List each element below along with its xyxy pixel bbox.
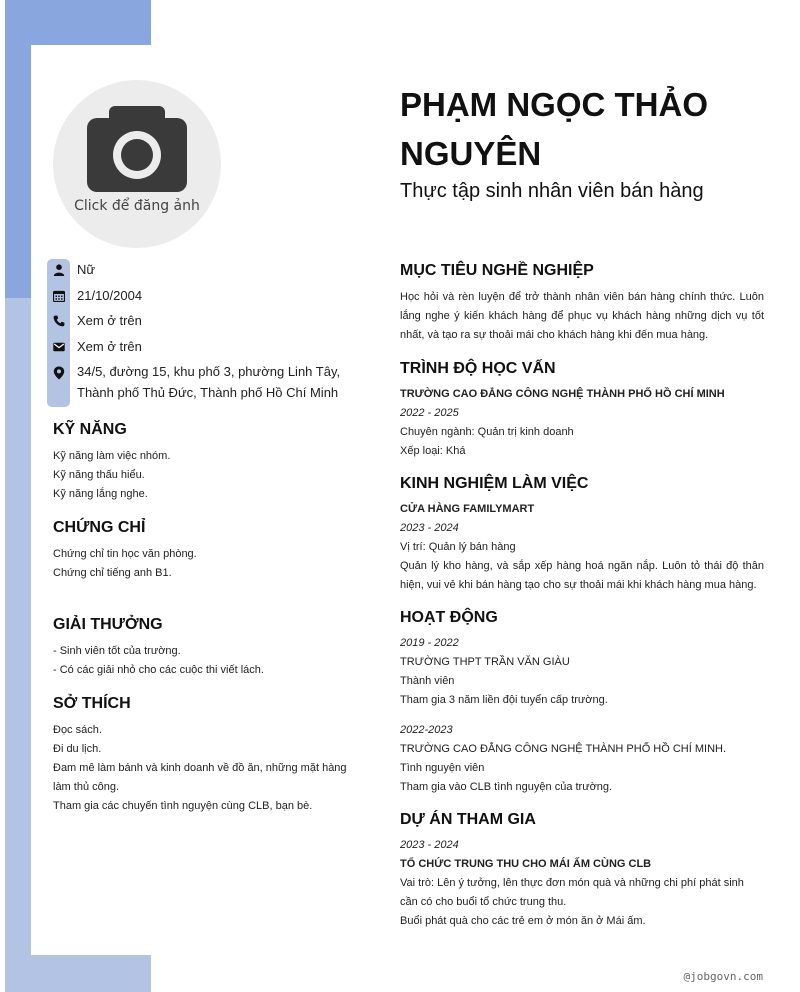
activity-role: Thành viên [400,675,455,687]
education-school: TRƯỜNG CAO ĐẲNG CÔNG NGHỆ THÀNH PHỐ HỒ CHÍ MINH [400,388,725,400]
experience-company: CỬA HÀNG FAMILYMART [400,503,535,515]
skills-list [53,447,358,504]
decor-bar-side [5,298,31,992]
experience-block [400,500,764,595]
skills-heading: KỸ NĂNG [53,421,127,438]
list-item: Đi du lịch. [53,743,102,755]
awards-heading: GIẢI THƯỞNG [53,616,163,633]
hobbies-list [53,721,358,816]
project-name: TỔ CHỨC TRUNG THU CHO MÁI ẤM CÙNG CLB [400,858,652,870]
activity-item [400,721,764,797]
person-icon [53,264,65,276]
objective-heading: MỤC TIÊU NGHỀ NGHIỆP [400,262,594,279]
contact-birthday: 21/10/2004 [77,288,143,303]
projects-heading: DỰ ÁN THAM GIA [400,811,536,828]
list-item: Chứng chỉ tin học văn phòng. [53,548,197,560]
watermark: @jobgovn.com [683,970,763,983]
project-desc: Buổi phát quà cho các trẻ em ở món ăn ở Mái ấm. [400,915,646,927]
education-major: Chuyên ngành: Quản trị kinh doanh [400,426,574,438]
photo-label: Click để đăng ảnh [74,198,200,214]
activity-org: TRƯỜNG CAO ĐẲNG CÔNG NGHỆ THÀNH PHỐ HỒ CHÍ MINH. [400,743,727,755]
education-rank: Xếp loại: Khá [400,445,466,457]
activity-role: Tình nguyện viên [400,762,485,774]
experience-period: 2023 - 2024 [400,522,459,534]
education-period: 2022 - 2025 [400,407,459,419]
activity-org: TRƯỜNG THPT TRẦN VĂN GIÀU [400,656,570,668]
list-item: Đam mê làm bánh và kinh doanh về đồ ăn, những mặt hàng làm thủ công. [53,762,347,793]
list-item: Kỹ năng thấu hiểu. [53,469,145,481]
contact-gender: Nữ [77,262,96,277]
activity-desc: Tham gia vào CLB tình nguyện của trường. [400,781,613,793]
location-pin-icon [53,366,65,380]
education-heading: TRÌNH ĐỘ HỌC VẤN [400,360,556,377]
contact-address: 34/5, đường 15, khu phố 3, phường Linh Tây, Thành phố Thủ Đức, Thành phố Hồ Chí Minh [77,364,341,400]
certs-heading: CHỨNG CHỈ [53,519,146,536]
contact-email: Xem ở trên [77,339,142,354]
project-period: 2023 - 2024 [400,839,459,851]
education-block [400,385,764,461]
contact-phone: Xem ở trên [77,313,142,328]
list-item: Kỹ năng làm việc nhóm. [53,450,171,462]
email-icon [53,341,65,353]
phone-icon [53,315,65,327]
activity-desc: Tham gia 3 năm liền đội tuyển cấp trường. [400,694,608,706]
awards-list [53,642,358,680]
list-item: - Có các giải nhỏ cho các cuộc thi viết lách. [53,664,264,676]
list-item: Tham gia các chuyến tình nguyện cùng CLB, bạn bè. [53,800,313,812]
experience-position: Vị trí: Quản lý bán hàng [400,541,516,553]
activity-period: 2022-2023 [400,724,453,736]
contact-icon-strip [47,259,70,407]
decor-bar-bottom [5,955,151,992]
experience-desc: Quản lý kho hàng, và sắp xếp hàng hoá ngăn nắp. Luôn tỏ thái độ thân hiện, vui vẻ khi bán hàng tạo cho sự thoải mái khi khách hàng mua hàng. [400,560,764,591]
experience-heading: KINH NGHIỆM LÀM VIỆC [400,475,589,492]
job-title: Thực tập sinh nhân viên bán hàng [400,180,704,202]
candidate-name: PHẠM NGỌC THẢO NGUYÊN [400,86,708,172]
project-role: Vai trò: Lên ý tưởng, lên thực đơn món quà và những chi phí phát sinh cần có cho buổi tổ chức trung thu. [400,877,744,908]
hobbies-heading: SỞ THÍCH [53,695,131,712]
list-item: Chứng chỉ tiếng anh B1. [53,567,172,579]
certs-list [53,545,358,583]
list-item: Kỹ năng lắng nghe. [53,488,148,500]
activity-item [400,634,764,710]
activity-period: 2019 - 2022 [400,637,459,649]
calendar-icon [53,290,65,302]
camera-icon [87,106,187,192]
photo-upload[interactable] [53,80,221,248]
project-block [400,836,764,931]
list-item: Đọc sách. [53,724,102,736]
objective-text: Học hỏi và rèn luyện để trở thành nhân viên bán hàng chính thức. Luôn lắng nghe ý kiến khách hàng để phục vụ khách hàng những dịch vụ tốt nhất, và tạo ra sự thoải mái cho khách hàng khi đến mua hàng. [400,291,764,341]
list-item: - Sinh viên tốt của trường. [53,645,181,657]
activities-heading: HOẠT ĐỘNG [400,609,498,626]
